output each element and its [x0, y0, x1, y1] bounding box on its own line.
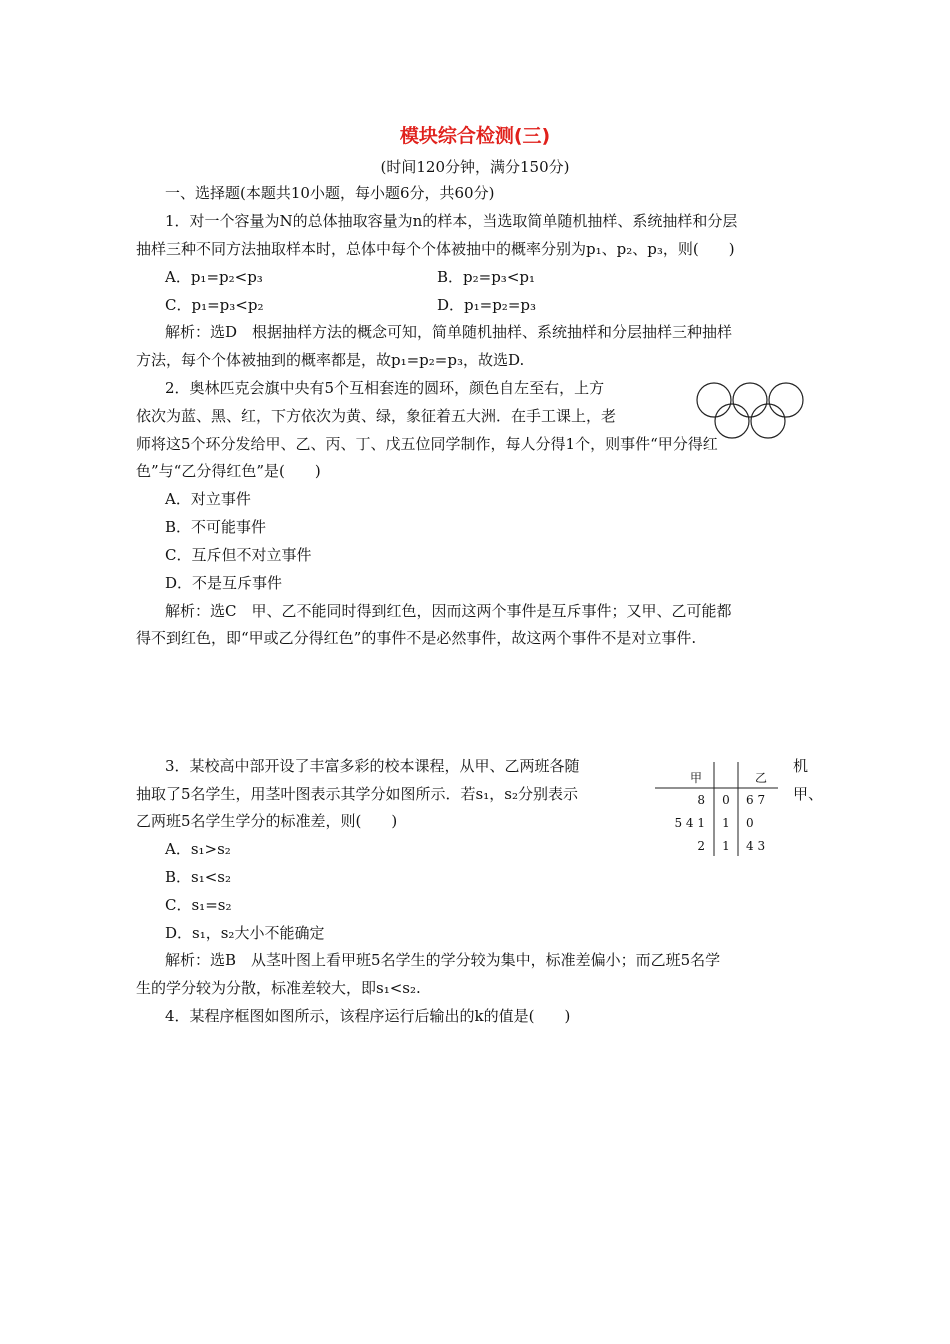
q3-option-b: B．s₁<s₂ — [165, 868, 232, 886]
stem-leaf-row3-right: 4 3 — [746, 839, 766, 853]
q3-option-c: C．s₁=s₂ — [165, 896, 232, 914]
stem-leaf-row1-stem: 0 — [722, 793, 730, 807]
q3-stem-line1: 3．某校高中部开设了丰富多彩的校本课程，从甲、乙两班各随 — [165, 757, 580, 775]
q1-analysis-line2: 方法，每个个体被抽到的概率都是，故p₁=p₂=p₃，故选D. — [136, 351, 525, 369]
q1-option-d: D．p₁=p₂=p₃ — [437, 296, 537, 314]
q3-analysis-line2: 生的学分较为分散，标准差较大，即s₁<s₂. — [136, 979, 421, 997]
q1-option-b: B．p₂=p₃<p₁ — [437, 268, 536, 286]
q1-stem-line2: 抽样三种不同方法抽取样本时，总体中每个个体被抽中的概率分别为p₁、p₂、p₃，则( ) — [136, 240, 735, 258]
q3-stem-line3: 乙两班5名学生学分的标准差，则( ) — [136, 812, 398, 830]
stem-leaf-row1-right: 6 7 — [746, 793, 766, 807]
ring-top-left — [697, 383, 731, 417]
stem-leaf-header-left: 甲 — [690, 771, 703, 785]
q1-option-c: C．p₁=p₃<p₂ — [165, 296, 264, 314]
page-title: 模块综合检测(三) — [399, 125, 551, 147]
q1-option-a: A．p₁=p₂<p₃ — [165, 268, 263, 286]
stem-leaf-plot — [650, 760, 780, 860]
q2-option-d: D．不是互斥事件 — [165, 574, 283, 592]
stem-leaf-row3-left: 2 — [697, 839, 705, 853]
stem-leaf-row3-stem: 1 — [722, 839, 730, 853]
q3-option-a: A．s₁>s₂ — [165, 840, 231, 858]
page-subtitle: (时间120分钟，满分150分) — [380, 158, 570, 176]
q2-stem-line2: 依次为蓝、黑、红，下方依次为黄、绿，象征着五大洲．在手工课上，老 — [136, 407, 617, 425]
q2-option-b: B．不可能事件 — [165, 518, 267, 536]
q3-stem-line1-tail: 机 — [793, 757, 809, 775]
ring-bottom-left — [715, 404, 749, 438]
stem-leaf-row2-right: 0 — [746, 816, 754, 830]
q3-stem-line2-tail: 甲、 — [793, 785, 824, 803]
stem-leaf-row2-stem: 1 — [722, 816, 730, 830]
q3-option-d: D．s₁，s₂大小不能确定 — [165, 924, 325, 942]
q2-stem-line3: 师将这5个环分发给甲、乙、丙、丁、戊五位同学制作，每人分得1个，则事件“甲分得红 — [136, 435, 718, 453]
ring-top-right — [769, 383, 803, 417]
olympic-rings-figure — [694, 381, 806, 443]
stem-leaf-row1-left: 8 — [697, 793, 705, 807]
q1-stem-line1: 1．对一个容量为N的总体抽取容量为n的样本，当选取简单随机抽样、系统抽样和分层 — [165, 212, 738, 230]
q2-option-c: C．互斥但不对立事件 — [165, 546, 312, 564]
q3-analysis-line1: 解析：选B 从茎叶图上看甲班5名学生的学分较为集中，标准差偏小；而乙班5名学 — [165, 951, 721, 969]
ring-top-middle — [733, 383, 767, 417]
ring-bottom-right — [751, 404, 785, 438]
q4-stem-line1: 4．某程序框图如图所示，该程序运行后输出的k的值是( ) — [165, 1007, 571, 1025]
stem-leaf-row2-left: 5 4 1 — [674, 816, 705, 830]
q2-analysis-line1: 解析：选C 甲、乙不能同时得到红色，因而这两个事件是互斥事件；又甲、乙可能都 — [165, 602, 732, 620]
q2-stem-line4: 色”与“乙分得红色”是( ) — [136, 462, 321, 480]
q2-option-a: A．对立事件 — [165, 490, 251, 508]
section-heading: 一、选择题(本题共10小题，每小题6分，共60分) — [165, 184, 495, 202]
q2-analysis-line2: 得不到红色，即“甲或乙分得红色”的事件不是必然事件，故这两个事件不是对立事件. — [136, 629, 697, 647]
q2-stem-line1: 2．奥林匹克会旗中央有5个互相套连的圆环，颜色自左至右，上方 — [165, 379, 605, 397]
q1-analysis-line1: 解析：选D 根据抽样方法的概念可知，简单随机抽样、系统抽样和分层抽样三种抽样 — [165, 323, 733, 341]
q3-stem-line2: 抽取了5名学生，用茎叶图表示其学分如图所示．若s₁，s₂分别表示 — [136, 785, 578, 803]
stem-leaf-header-right: 乙 — [755, 771, 768, 785]
